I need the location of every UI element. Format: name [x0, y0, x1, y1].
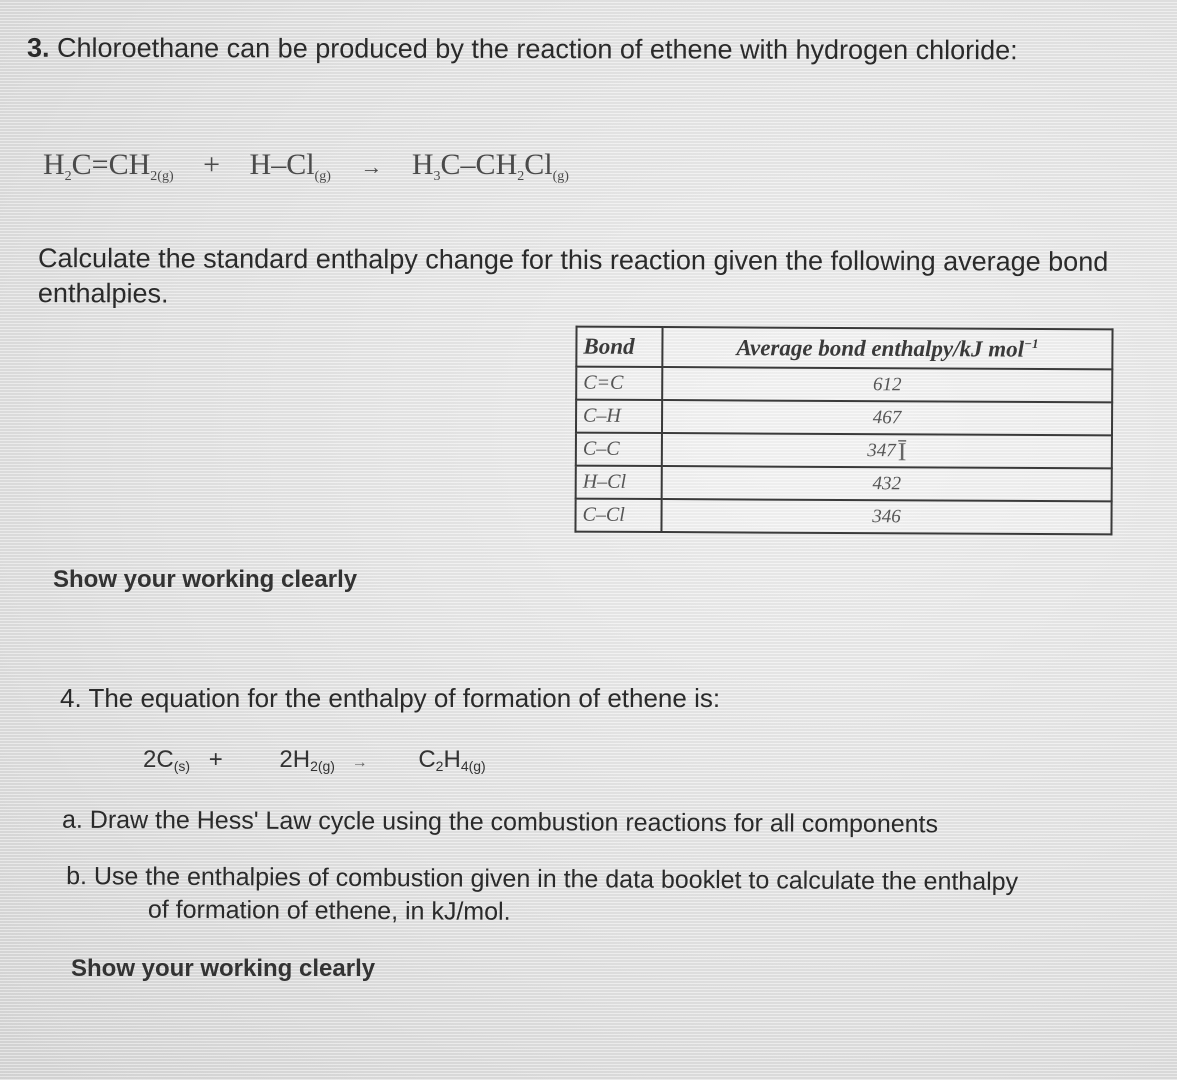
part-b-line-1: b. Use the enthalpies of combustion given in the data booklet to calculate the enthalpy: [66, 862, 1019, 896]
table-header-row: [576, 327, 1112, 370]
reaction-equation: [43, 148, 569, 185]
eq-term: H–Cl: [249, 148, 315, 181]
part-b-line-2: of formation of ethene, in kJ/mol.: [147, 895, 511, 926]
eq-sub: (g): [552, 169, 569, 184]
eq-arrow: →: [360, 154, 383, 179]
eq-sub: 2: [435, 758, 444, 774]
eq-sub: 3: [433, 169, 441, 184]
eq-plus: +: [203, 148, 221, 181]
eq-arrow: →: [351, 754, 368, 771]
table-row: [576, 400, 1112, 436]
eq-sub: 2(g): [150, 169, 174, 184]
working-note-q3: Show your working clearly: [53, 566, 358, 593]
eq-sub: (s): [173, 758, 191, 774]
bond-cell: C=C: [576, 367, 662, 400]
header-enthalpy-sup: −1: [1024, 335, 1039, 351]
eq-term: Cl: [524, 148, 553, 181]
eq-sub: 2: [310, 758, 318, 774]
header-enthalpy-label: Average bond enthalpy/kJ mol: [736, 334, 1025, 362]
eq-plus: +: [208, 746, 223, 773]
value-cell: 346: [661, 499, 1111, 534]
eq-term: C: [418, 746, 436, 773]
bond-cell: C–Cl: [575, 499, 661, 532]
question-3-text: Chloroethane can be produced by the reaction of ethene with hydrogen chloride:: [57, 32, 1018, 66]
formation-equation: [143, 746, 486, 774]
question-4-title: 4. The equation for the enthalpy of formation of ethene is:: [60, 683, 721, 713]
eq-term: H: [443, 746, 461, 773]
question-4-part-a: a. Draw the Hess' Law cycle using the combustion reactions for all components: [61, 805, 939, 839]
question-4-part-b: [66, 860, 1018, 932]
eq-term: 2H: [279, 746, 311, 773]
value-cell: 432: [662, 466, 1112, 501]
table-row: [575, 499, 1111, 535]
question-3-number: 3.: [26, 32, 50, 63]
bond-cell: C–H: [576, 400, 662, 433]
eq-sub: (g): [314, 169, 331, 184]
table-row: [576, 433, 1112, 469]
bond-cell: C–C: [576, 433, 662, 466]
value-cell: 612: [662, 367, 1112, 402]
eq-term: 2C: [143, 746, 174, 773]
eq-term: H: [43, 148, 65, 181]
working-note-q4: Show your working clearly: [71, 955, 376, 982]
text-cursor-icon: Ī: [897, 436, 907, 466]
value-cell: [662, 433, 1112, 468]
value-text: 347: [867, 439, 896, 461]
question-3-instruction: Calculate the standard enthalpy change for this reaction given the following average bond enthalpies.: [37, 243, 1109, 309]
bond-cell: H–Cl: [576, 466, 662, 499]
eq-term: H: [411, 148, 434, 181]
header-enthalpy: [662, 327, 1112, 369]
eq-sub: 4(g): [460, 758, 486, 774]
value-cell: 467: [662, 400, 1112, 435]
table-row: [576, 367, 1112, 403]
bond-enthalpy-table: [574, 326, 1113, 536]
eq-term: C–CH: [440, 148, 518, 181]
table-row: [576, 466, 1112, 502]
eq-term: C=CH: [71, 148, 151, 181]
eq-sub: 2: [64, 169, 72, 184]
eq-sub: (g): [317, 758, 335, 774]
eq-sub: 2: [517, 169, 525, 184]
header-bond: Bond: [576, 327, 662, 367]
question-3-title: [27, 33, 1018, 67]
